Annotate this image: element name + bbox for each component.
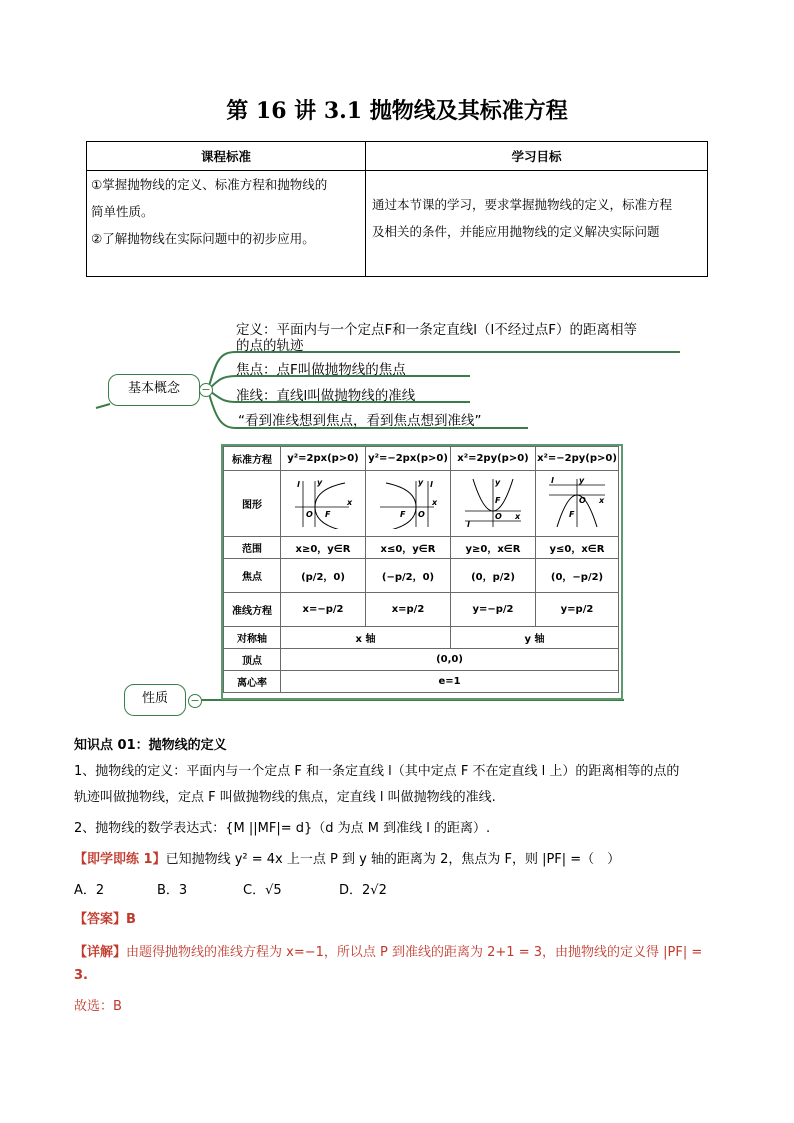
graph-cell xyxy=(281,471,366,537)
branch-directrix: 准线：直线l叫做抛物线的准线 xyxy=(236,388,416,404)
equation-cell: y²=2px(p>0) xyxy=(281,447,366,471)
directrix-cell: x=−p/2 xyxy=(281,593,366,627)
knowledge-heading: 知识点 01：抛物线的定义 xyxy=(74,738,227,753)
collapse-minus-icon[interactable]: − xyxy=(188,694,202,708)
node-property[interactable]: 性质 xyxy=(124,684,186,716)
row-label: 标准方程 xyxy=(224,447,281,471)
detail-text: 由题得抛物线的准线方程为 x=−1，所以点 P 到准线的距离为 2+1 = 3，由抛物线的定义得 |PF| = xyxy=(126,945,703,960)
equation-cell: x²=2py(p>0) xyxy=(451,447,536,471)
focus-cell: (−p/2，0) xyxy=(366,559,451,593)
graph-label: F xyxy=(569,510,575,519)
directrix-cell: y=p/2 xyxy=(536,593,619,627)
focus-cell: (0，−p/2) xyxy=(536,559,619,593)
graph-label: y xyxy=(579,476,585,485)
branch-definition-cont: 的点的轨迹 xyxy=(236,338,304,354)
parabola-left-graph xyxy=(378,475,438,529)
axis-cell: x 轴 xyxy=(281,627,451,649)
goal-line: 及相关的条件，并能应用抛物线的定义解决实际问题 xyxy=(372,224,660,239)
graph-label: y xyxy=(418,478,424,487)
parabola-right-graph xyxy=(293,475,353,529)
graph-label: x xyxy=(432,498,438,507)
graph-label: F xyxy=(495,496,501,505)
row-label: 离心率 xyxy=(224,671,281,693)
knowledge-item1-line2: 轨迹叫做抛物线，定点 F 叫做抛物线的焦点，定直线 l 叫做抛物线的准线. xyxy=(74,790,496,805)
branch-quote: “看到准线想到焦点，看到焦点想到准线” xyxy=(238,413,482,429)
graph-label: l xyxy=(467,520,470,529)
standard-line: ②了解抛物线在实际问题中的初步应用。 xyxy=(91,231,315,246)
graph-label: F xyxy=(325,510,331,519)
detail-end: 3. xyxy=(74,968,88,983)
range-cell: y≥0，x∈R xyxy=(451,537,536,559)
focus-cell: (0，p/2) xyxy=(451,559,536,593)
goal-line: 通过本节课的学习，要求掌握抛物线的定义，标准方程 xyxy=(372,197,673,212)
choice-text: 故选：B xyxy=(74,999,122,1014)
graph-label: O xyxy=(495,512,502,521)
eccentricity-cell: e=1 xyxy=(281,671,619,693)
graph-label: O xyxy=(418,510,425,519)
exercise-tag: 【即学即练 1】 xyxy=(74,852,166,867)
knowledge-item2: 2、抛物线的数学表达式：{M ||MF|= d}（d 为点 M 到准线 l 的距离）. xyxy=(74,821,491,836)
directrix-cell: y=−p/2 xyxy=(451,593,536,627)
table-header-goal: 学习目标 xyxy=(366,142,708,171)
standard-line: 简单性质。 xyxy=(91,204,154,219)
answer-value: B xyxy=(126,912,136,927)
graph-cell xyxy=(451,471,536,537)
graph-label: l xyxy=(430,480,433,489)
option-b: B．3 xyxy=(157,883,188,898)
property-table xyxy=(223,446,619,693)
row-label: 范围 xyxy=(224,537,281,559)
branch-focus: 焦点：点F叫做抛物线的焦点 xyxy=(236,362,406,378)
row-label: 顶点 xyxy=(224,649,281,671)
parabola-down-graph xyxy=(547,475,607,529)
range-cell: y≤0，x∈R xyxy=(536,537,619,559)
option-a: A．2 xyxy=(74,883,105,898)
node-basic-concept[interactable]: 基本概念 xyxy=(108,374,200,406)
graph-cell xyxy=(366,471,451,537)
standard-line: ①掌握抛物线的定义、标准方程和抛物线的 xyxy=(91,177,328,192)
node-stub xyxy=(96,404,110,408)
graph-label: x xyxy=(515,512,521,521)
directrix-cell: x=p/2 xyxy=(366,593,451,627)
axis-cell: y 轴 xyxy=(451,627,619,649)
range-cell: x≥0，y∈R xyxy=(281,537,366,559)
answer-tag: 【答案】 xyxy=(74,912,127,927)
equation-cell: x²=−2py(p>0) xyxy=(536,447,619,471)
option-c: C．√5 xyxy=(243,883,282,898)
row-label: 焦点 xyxy=(224,559,281,593)
option-d: D．2√2 xyxy=(339,883,387,898)
branch-definition: 定义：平面内与一个定点F和一条定直线l（l不经过点F）的距离相等 xyxy=(236,322,638,338)
collapse-minus-icon[interactable]: − xyxy=(199,383,213,397)
detail-row xyxy=(74,941,702,960)
exercise-question-row xyxy=(74,848,620,867)
equation-cell: y²=−2px(p>0) xyxy=(366,447,451,471)
graph-label: l xyxy=(551,476,554,485)
detail-tag: 【详解】 xyxy=(74,945,127,960)
parabola-up-graph xyxy=(463,475,523,529)
page-title: 第 16 讲 3.1 抛物线及其标准方程 xyxy=(226,98,568,124)
graph-label: x xyxy=(347,498,353,507)
row-label: 对称轴 xyxy=(224,627,281,649)
focus-cell: (p/2，0) xyxy=(281,559,366,593)
graph-label: l xyxy=(297,480,300,489)
graph-label: y xyxy=(317,478,323,487)
graph-label: F xyxy=(400,510,406,519)
row-label: 准线方程 xyxy=(224,593,281,627)
graph-label: O xyxy=(579,496,586,505)
range-cell: x≤0，y∈R xyxy=(366,537,451,559)
exercise-question: 已知抛物线 y² = 4x 上一点 P 到 y 轴的距离为 2，焦点为 F，则 |PF| =（ ） xyxy=(165,852,621,867)
graph-label: O xyxy=(306,510,313,519)
graph-label: x xyxy=(599,496,605,505)
vertex-cell: (0,0) xyxy=(281,649,619,671)
table-header-standard: 课程标准 xyxy=(87,142,366,171)
graph-cell xyxy=(536,471,619,537)
row-label: 图形 xyxy=(224,471,281,537)
graph-label: y xyxy=(495,478,501,487)
knowledge-item1-line1: 1、抛物线的定义：平面内与一个定点 F 和一条定直线 l（其中定点 F 不在定直线 l 上）的距离相等的点的 xyxy=(74,764,680,779)
answer-row xyxy=(74,908,136,927)
